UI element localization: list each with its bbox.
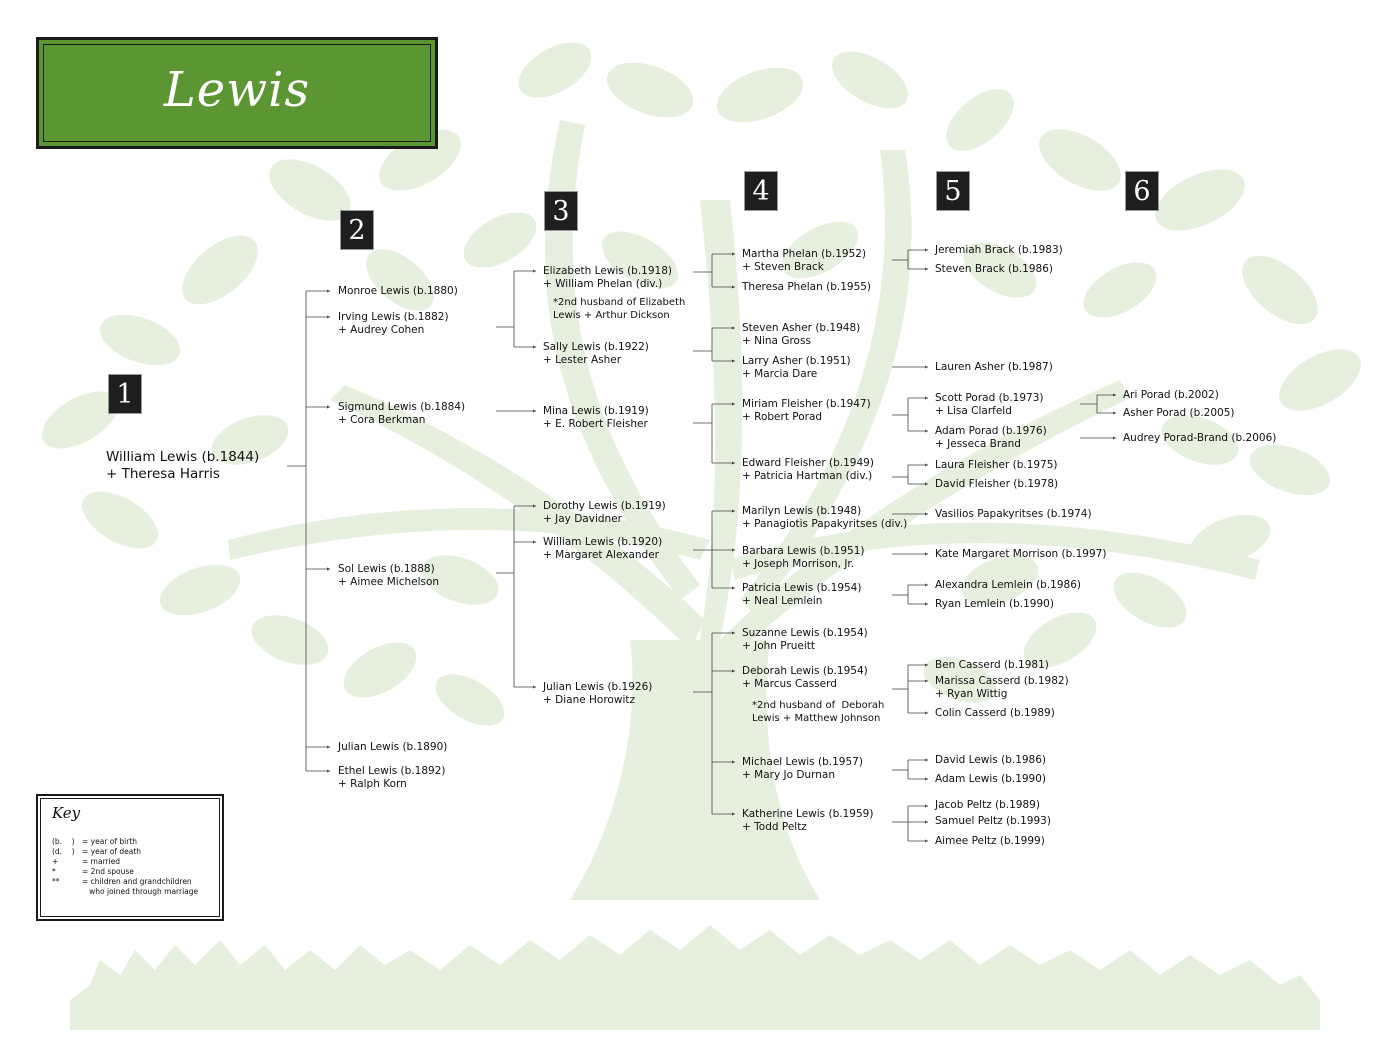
connector-arrow xyxy=(925,483,928,486)
person-entry xyxy=(543,500,666,526)
connector-arrow xyxy=(925,249,928,252)
connector-arrow xyxy=(925,840,928,843)
person-entry xyxy=(935,598,1054,611)
person-line: Katherine Lewis (b.1959) xyxy=(742,808,874,820)
person-entry xyxy=(935,478,1058,491)
person-line: + Diane Horowitz xyxy=(543,694,635,706)
person-line: Steven Brack (b.1986) xyxy=(935,263,1053,275)
person-line: Sigmund Lewis (b.1884) xyxy=(338,401,466,413)
family-title-banner xyxy=(36,37,438,149)
connector-arrow xyxy=(732,360,735,363)
person-entry xyxy=(543,341,649,367)
person-line: Monroe Lewis (b.1880) xyxy=(338,285,458,297)
connector-arrow xyxy=(925,366,928,369)
person-line: Lewis + Matthew Johnson xyxy=(752,713,881,724)
person-line: + Panagiotis Papakyritses (div.) xyxy=(742,518,908,530)
connector-arrow xyxy=(732,253,735,256)
connector-arrow xyxy=(732,327,735,330)
connector-arrow xyxy=(732,587,735,590)
person-line: + John Prueitt xyxy=(742,640,816,652)
generation-4-badge: 4 xyxy=(744,171,778,211)
person-line: + Cora Berkman xyxy=(338,414,426,426)
generation-1-badge: 1 xyxy=(108,374,142,414)
generation-3-badge: 3 xyxy=(544,191,578,231)
generation-5-badge: 5 xyxy=(936,171,970,211)
person-line: Ethel Lewis (b.1892) xyxy=(338,765,446,777)
connector-arrow xyxy=(732,670,735,673)
person-line: + Patricia Hartman (div.) xyxy=(742,470,873,482)
connector-arrow xyxy=(925,397,928,400)
key-row: who joined through marriage xyxy=(82,887,199,896)
connector-arrow xyxy=(732,462,735,465)
person-line: + Audrey Cohen xyxy=(338,324,425,336)
connector-arrow xyxy=(1113,412,1116,415)
person-entry xyxy=(742,322,860,348)
person-line: Marissa Casserd (b.1982) xyxy=(935,675,1069,687)
person-line: Aimee Peltz (b.1999) xyxy=(935,835,1045,847)
person-line: Barbara Lewis (b.1951) xyxy=(742,545,865,557)
spouse-note xyxy=(752,699,884,725)
connector-arrow xyxy=(1113,437,1116,440)
person-line: Alexandra Lemlein (b.1986) xyxy=(935,579,1081,591)
connector-arrow xyxy=(1113,394,1116,397)
person-entry xyxy=(338,563,439,589)
person-entry xyxy=(338,311,449,337)
connector-arrow xyxy=(327,568,330,571)
person-entry xyxy=(742,457,874,483)
person-line: Julian Lewis (b.1926) xyxy=(543,681,653,693)
connector-arrow xyxy=(925,712,928,715)
person-line: Suzanne Lewis (b.1954) xyxy=(742,627,868,639)
connector-arrow xyxy=(925,464,928,467)
person-entry xyxy=(1123,389,1219,402)
connector-arrow xyxy=(925,553,928,556)
person-entry xyxy=(742,627,868,653)
key-title: Key xyxy=(52,804,81,822)
person-line: Marilyn Lewis (b.1948) xyxy=(742,505,862,517)
person-entry xyxy=(742,355,851,381)
person-entry xyxy=(935,508,1092,521)
connector-arrow xyxy=(533,505,536,508)
person-line: + Marcus Casserd xyxy=(742,678,837,690)
person-line: Adam Lewis (b.1990) xyxy=(935,773,1047,785)
person-entry xyxy=(742,756,863,782)
person-line: + Marcia Dare xyxy=(742,368,818,380)
connector-arrow xyxy=(925,268,928,271)
key-row: * = 2nd spouse xyxy=(52,867,134,876)
person-line: Julian Lewis (b.1890) xyxy=(338,741,448,753)
person-line: Irving Lewis (b.1882) xyxy=(338,311,449,323)
spouse-note xyxy=(553,296,685,322)
person-line: Lauren Asher (b.1987) xyxy=(935,361,1053,373)
connector-arrow xyxy=(732,549,735,552)
person-line: Ben Casserd (b.1981) xyxy=(935,659,1049,671)
connector-arrow xyxy=(533,686,536,689)
person-line: Colin Casserd (b.1989) xyxy=(935,707,1055,719)
person-line: + Aimee Michelson xyxy=(338,576,440,588)
person-line: Lewis + Arthur Dickson xyxy=(553,310,670,321)
person-entry xyxy=(742,808,873,834)
key-row: ** = children and grandchildren xyxy=(52,877,192,886)
person-line: + E. Robert Fleisher xyxy=(543,418,648,430)
key-row: + = married xyxy=(52,857,121,866)
connector-arrow xyxy=(327,746,330,749)
connector-arrow xyxy=(732,761,735,764)
connector-arrow xyxy=(533,270,536,273)
person-entry xyxy=(935,754,1046,767)
person-entry xyxy=(935,548,1106,561)
person-entry xyxy=(935,707,1055,720)
person-entry xyxy=(935,579,1081,592)
person-entry xyxy=(338,765,445,791)
person-line: Kate Margaret Morrison (b.1997) xyxy=(935,548,1107,560)
person-entry xyxy=(935,659,1049,672)
person-line: Sol Lewis (b.1888) xyxy=(338,563,435,575)
person-line: David Lewis (b.1986) xyxy=(935,754,1047,766)
connector-arrow xyxy=(533,410,536,413)
person-entry xyxy=(935,244,1063,257)
person-line: + Robert Porad xyxy=(742,411,823,423)
connector-arrow xyxy=(925,603,928,606)
person-line: *2nd husband of Deborah xyxy=(752,700,885,711)
person-line: Patricia Lewis (b.1954) xyxy=(742,582,862,594)
person-line: Larry Asher (b.1951) xyxy=(742,355,851,367)
person-entry xyxy=(338,741,447,754)
person-entry xyxy=(543,681,652,707)
person-line: + Jay Davidner xyxy=(543,513,622,525)
person-line: Mina Lewis (b.1919) xyxy=(543,405,649,417)
connector-arrow xyxy=(533,346,536,349)
person-entry xyxy=(935,361,1053,374)
person-line: Vasilios Papakyritses (b.1974) xyxy=(935,508,1092,520)
connector-arrow xyxy=(925,805,928,808)
connector-arrow xyxy=(925,664,928,667)
person-entry xyxy=(742,545,865,571)
person-line: + Ralph Korn xyxy=(338,778,407,790)
connector-arrow xyxy=(732,510,735,513)
connector-arrow xyxy=(925,513,928,516)
person-entry xyxy=(935,815,1051,828)
person-line: + Mary Jo Durnan xyxy=(742,769,835,781)
person-line: + Jesseca Brand xyxy=(935,438,1021,450)
person-entry xyxy=(742,582,861,608)
connector-arrow xyxy=(732,813,735,816)
person-line: + William Phelan (div.) xyxy=(543,278,663,290)
person-line: Ryan Lemlein (b.1990) xyxy=(935,598,1054,610)
person-line: Asher Porad (b.2005) xyxy=(1123,407,1235,419)
person-entry xyxy=(935,392,1044,418)
person-line: Samuel Peltz (b.1993) xyxy=(935,815,1051,827)
person-entry xyxy=(742,665,868,691)
person-line: Martha Phelan (b.1952) xyxy=(742,248,867,260)
person-entry xyxy=(543,405,649,431)
person-entry xyxy=(543,536,662,562)
connector-arrow xyxy=(732,286,735,289)
person-entry xyxy=(935,835,1045,848)
person-entry xyxy=(935,773,1046,786)
connector-arrow xyxy=(327,290,330,293)
person-entry xyxy=(338,285,458,298)
person-line: + Nina Gross xyxy=(742,335,811,347)
person-line: Audrey Porad-Brand (b.2006) xyxy=(1123,432,1277,444)
connector-arrow xyxy=(925,680,928,683)
person-line: Elizabeth Lewis (b.1918) xyxy=(543,265,673,277)
person-line: William Lewis (b.1920) xyxy=(543,536,663,548)
person-entry xyxy=(1123,432,1276,445)
generation-2-badge: 2 xyxy=(340,210,374,250)
connector-arrow xyxy=(533,541,536,544)
person-line: Theresa Phelan (b.1955) xyxy=(742,281,872,293)
person-entry xyxy=(742,505,907,531)
connector-arrow xyxy=(327,406,330,409)
person-line: Steven Asher (b.1948) xyxy=(742,322,861,334)
person-entry xyxy=(742,398,871,424)
person-line: + Ryan Wittig xyxy=(935,688,1008,700)
person-line: Scott Porad (b.1973) xyxy=(935,392,1044,404)
person-line: William Lewis (b.1844) xyxy=(106,449,260,465)
key-row: (b. ) = year of birth xyxy=(52,837,138,846)
generation-6-badge: 6 xyxy=(1125,171,1159,211)
connector-arrow xyxy=(327,770,330,773)
person-entry xyxy=(338,401,465,427)
person-line: Deborah Lewis (b.1954) xyxy=(742,665,868,677)
connector-arrow xyxy=(925,759,928,762)
person-entry xyxy=(935,459,1058,472)
person-line: + Neal Lemlein xyxy=(742,595,823,607)
person-line: + Lester Asher xyxy=(543,354,622,366)
person-entry xyxy=(935,425,1047,451)
person-entry xyxy=(543,265,672,291)
person-line: Jeremiah Brack (b.1983) xyxy=(935,244,1063,256)
person-entry xyxy=(935,799,1040,812)
connector-arrow xyxy=(327,316,330,319)
person-line: Ari Porad (b.2002) xyxy=(1123,389,1219,401)
person-line: Laura Fleisher (b.1975) xyxy=(935,459,1058,471)
person-line: Sally Lewis (b.1922) xyxy=(543,341,649,353)
connector-arrow xyxy=(732,632,735,635)
person-entry xyxy=(935,263,1053,276)
person-line: *2nd husband of Elizabeth xyxy=(553,297,686,308)
person-entry xyxy=(935,675,1069,701)
person-entry xyxy=(742,281,871,294)
person-line: Dorothy Lewis (b.1919) xyxy=(543,500,666,512)
connector-arrow xyxy=(925,430,928,433)
key-row: (d. ) = year of death xyxy=(52,847,142,856)
family-title: Lewis xyxy=(163,62,311,118)
person-line: + Todd Peltz xyxy=(742,821,807,833)
person-entry xyxy=(106,449,259,483)
legend-key xyxy=(36,794,224,921)
person-line: Michael Lewis (b.1957) xyxy=(742,756,863,768)
person-line: Adam Porad (b.1976) xyxy=(935,425,1047,437)
person-line: David Fleisher (b.1978) xyxy=(935,478,1059,490)
person-line: + Lisa Clarfeld xyxy=(935,405,1012,417)
person-entry xyxy=(742,248,866,274)
connector-arrow xyxy=(732,403,735,406)
person-line: + Theresa Harris xyxy=(106,466,220,482)
person-entry xyxy=(1123,407,1234,420)
person-line: Miriam Fleisher (b.1947) xyxy=(742,398,871,410)
person-line: Edward Fleisher (b.1949) xyxy=(742,457,874,469)
person-line: Jacob Peltz (b.1989) xyxy=(935,799,1040,811)
connector-arrow xyxy=(925,584,928,587)
connector-arrow xyxy=(925,778,928,781)
person-line: + Steven Brack xyxy=(742,261,824,273)
person-line: + Joseph Morrison, Jr. xyxy=(742,558,855,570)
person-line: + Margaret Alexander xyxy=(543,549,659,561)
connector-arrow xyxy=(925,821,928,824)
